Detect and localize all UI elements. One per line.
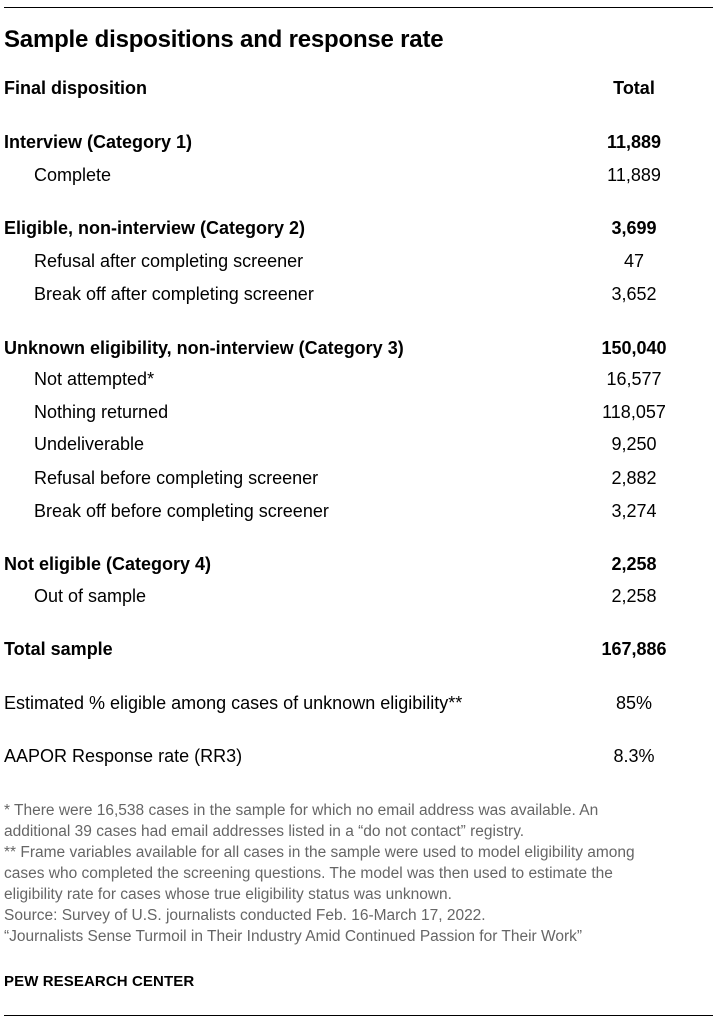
row-label: Refusal after completing screener <box>34 251 304 271</box>
bottom-rule <box>4 1015 713 1016</box>
row-value: 2,882 <box>611 468 657 488</box>
header-value: Total <box>613 78 655 98</box>
row-value: 118,057 <box>602 402 666 422</box>
row-value: 16,577 <box>606 369 662 389</box>
row-value: 150,040 <box>601 338 667 358</box>
row-value: 8.3% <box>613 746 655 766</box>
row-value: 3,652 <box>611 284 657 304</box>
source-line: Source: Survey of U.S. journalists conducted Feb. 16-March 17, 2022. <box>4 907 486 924</box>
row-label: Eligible, non-interview (Category 2) <box>4 218 306 238</box>
row-value: 2,258 <box>611 586 657 606</box>
table-row <box>4 434 713 458</box>
table-row-category-1 <box>4 132 713 156</box>
row-label: Estimated % eligible among cases of unknown eligibility** <box>4 693 463 713</box>
row-label: Nothing returned <box>34 402 169 422</box>
row-label: Not attempted* <box>34 369 155 389</box>
table-row-response-rate <box>4 746 713 770</box>
table-row-estimated-eligible <box>4 693 713 717</box>
table-row-category-3 <box>4 338 713 362</box>
table-row-category-4 <box>4 554 713 578</box>
footnote-line: eligibility rate for cases whose true eligibility status was unknown. <box>4 886 452 903</box>
table-row <box>4 369 713 393</box>
row-label: AAPOR Response rate (RR3) <box>4 746 243 766</box>
organization-name: PEW RESEARCH CENTER <box>4 973 195 990</box>
page-title: Sample dispositions and response rate <box>4 26 444 53</box>
row-label: Out of sample <box>34 586 147 606</box>
table-row <box>4 586 713 610</box>
table-row-total-sample <box>4 639 713 663</box>
row-value: 3,274 <box>611 501 657 521</box>
table-row <box>4 251 713 275</box>
row-value: 3,699 <box>611 218 657 238</box>
footnote-line: * There were 16,538 cases in the sample for which no email address was available. An <box>4 802 599 819</box>
table-row-category-2 <box>4 218 713 242</box>
footnote-line: ** Frame variables available for all cases in the sample were used to model eligibility among <box>4 844 635 861</box>
row-label: Break off before completing screener <box>34 501 329 521</box>
top-rule <box>4 7 713 8</box>
row-label: Unknown eligibility, non-interview (Category 3) <box>4 338 404 358</box>
row-label: Refusal before completing screener <box>34 468 319 488</box>
footnotes <box>4 800 717 947</box>
row-value: 47 <box>623 251 645 271</box>
report-title-line: “Journalists Sense Turmoil in Their Industry Amid Continued Passion for Their Work” <box>4 928 583 945</box>
row-label: Total sample <box>4 639 113 659</box>
footnote-line: cases who completed the screening questions. The model was then used to estimate the <box>4 865 613 882</box>
row-label: Interview (Category 1) <box>4 132 193 152</box>
row-value: 11,889 <box>607 165 661 185</box>
table-row <box>4 284 713 308</box>
row-value: 11,889 <box>606 132 662 152</box>
row-value: 9,250 <box>611 434 657 454</box>
footnote-line: additional 39 cases had email addresses listed in a “do not contact” registry. <box>4 823 525 840</box>
table-row <box>4 165 713 189</box>
row-value: 167,886 <box>601 639 667 659</box>
table-row <box>4 402 713 426</box>
row-value: 2,258 <box>611 554 657 574</box>
row-label: Undeliverable <box>34 434 145 454</box>
table-row <box>4 501 713 525</box>
table-header <box>4 78 713 102</box>
row-label: Complete <box>34 165 112 185</box>
header-label: Final disposition <box>4 78 147 98</box>
row-label: Break off after completing screener <box>34 284 314 304</box>
table-row <box>4 468 713 492</box>
row-label: Not eligible (Category 4) <box>4 554 212 574</box>
row-value: 85% <box>615 693 653 713</box>
